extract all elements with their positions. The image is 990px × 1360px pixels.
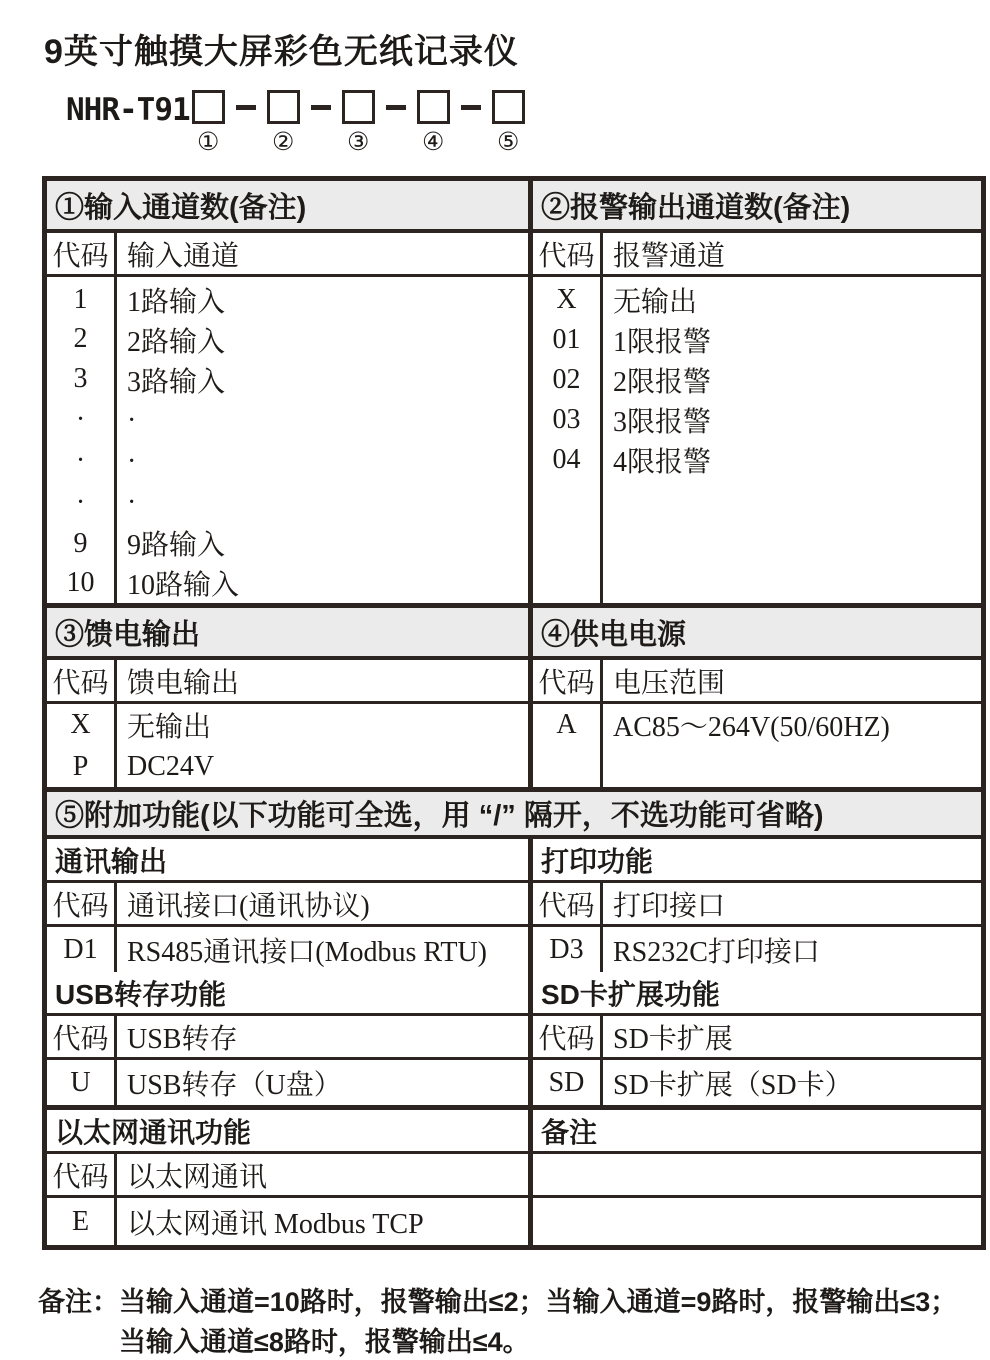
code-header-cell: 代码 [533,660,603,701]
desc-header-cell: SD卡扩展 [613,1023,733,1055]
desc-cell: 10路输入 [127,570,240,601]
subsection-header-row [47,839,981,883]
code-header-cell: 代码 [47,233,117,274]
section-2-title: ②报警输出通道数(备注) [541,191,851,224]
code-cell: · [75,403,86,435]
desc-cell: SD卡扩展（SD卡） [613,1069,853,1101]
section-header-row [47,181,981,233]
code-cell: U [47,1060,117,1105]
column-header-row [47,883,981,927]
position-label-3: ③ [346,129,370,156]
code-cell: · [75,486,86,518]
model-slot-5 [492,90,525,156]
model-dash-icon [386,105,406,110]
section-5-title: ⑤附加功能(以下功能可全选，用 “/” 隔开，不选功能可省略) [55,800,824,832]
code-header-cell: 代码 [47,883,117,924]
column-header-row [47,660,981,704]
remark-empty-cell [533,1198,981,1245]
subsection-header-row [47,1110,981,1154]
desc-header-cell: 电压范围 [613,667,726,699]
code-header-cell: 代码 [47,1016,117,1057]
desc-cell: · [127,486,137,518]
band-power [47,603,981,787]
ethernet-title: 以太网通讯功能 [55,1116,252,1148]
data-row [47,927,981,972]
desc-header-cell: 报警通道 [613,240,726,272]
desc-cell: 4限报警 [613,447,712,478]
desc-cell: 2路输入 [127,327,226,358]
desc-header-cell: 馈电输出 [127,667,240,699]
position-label-1: ① [196,129,220,156]
code-header-cell: 代码 [47,660,117,701]
model-box-3 [342,90,375,124]
page-title: 9英寸触摸大屏彩色无纸记录仪 [44,33,519,71]
code-cell: X [70,709,91,740]
model-slot-3 [342,90,375,156]
code-cell: 10 [66,567,95,599]
desc-cell: RS232C打印接口 [613,936,820,968]
desc-cell: · [127,445,137,477]
model-box-1 [192,90,225,124]
data-area [47,704,981,787]
code-cell: A [556,709,577,740]
position-label-5: ⑤ [496,129,520,156]
remark-empty-cell [533,1154,981,1195]
code-cell: 04 [552,444,581,475]
code-cell: X [556,284,577,315]
code-cell: 03 [552,404,581,435]
code-cell: 9 [73,527,88,559]
band-ethernet-remark [47,1105,981,1245]
code-cell: 01 [552,324,581,355]
model-box-2 [267,90,300,124]
desc-cell: 9路输入 [127,530,226,561]
model-slot-1 [192,90,225,156]
band-comm-print [47,839,981,972]
column-header-row [47,233,981,277]
code-cell: D3 [533,927,603,972]
desc-cell: USB转存（U盘） [127,1069,342,1101]
desc-cell: 以太网通讯 Modbus TCP [127,1208,424,1240]
desc-header-cell: 打印接口 [613,890,726,922]
desc-cell: 1限报警 [613,327,712,358]
data-row [47,1060,981,1105]
desc-header-cell: 以太网通讯 [127,1161,268,1193]
code-header-cell: 代码 [533,233,603,274]
section-4-title: ④供电电源 [541,618,687,651]
desc-cell: 1路输入 [127,287,226,318]
desc-cell: 3限报警 [613,407,712,438]
data-row [47,1198,981,1245]
desc-cell: 2限报警 [613,367,712,398]
subsection-header-row [47,972,981,1016]
model-slot-4 [417,90,450,156]
desc-header-cell: USB转存 [127,1023,238,1055]
comm-title: 通讯输出 [55,845,168,877]
model-dash-icon [236,105,256,110]
band-usb-sd [47,972,981,1105]
model-box-5 [492,90,525,124]
code-header-cell: 代码 [533,883,603,924]
code-cell: SD [533,1060,603,1105]
selection-table [42,176,986,1250]
code-header-cell: 代码 [47,1154,117,1195]
remark-title: 备注 [541,1116,598,1148]
code-cell: E [47,1198,117,1245]
model-code [66,90,525,156]
position-label-2: ② [271,129,295,156]
section-3-title: ③馈电输出 [55,618,201,651]
desc-cell: 3路输入 [127,367,226,398]
desc-cell: AC85～264V(50/60HZ) [613,712,890,743]
footnote-label: 备注： [38,1287,119,1317]
model-prefix: NHR-T91 [66,92,190,128]
model-dash-icon [311,105,331,110]
desc-cell: 无输出 [127,712,212,743]
section-1-title: ①输入通道数(备注) [55,191,307,224]
model-dash-icon [461,105,481,110]
column-header-row [47,1016,981,1060]
desc-cell: DC24V [127,750,215,782]
desc-header-cell: 通讯接口(通讯协议) [127,890,370,922]
code-cell: 3 [73,363,88,395]
desc-cell: · [127,404,137,436]
code-cell: P [72,750,89,782]
code-cell: 2 [73,323,88,355]
model-box-4 [417,90,450,124]
section-5-header [47,787,981,839]
band-input-alarm [47,181,981,603]
data-area [47,277,981,603]
desc-cell: 无输出 [613,287,698,318]
print-title: 打印功能 [541,845,654,877]
desc-header-cell: 输入通道 [127,240,240,272]
section-header-row [47,608,981,660]
position-label-4: ④ [421,129,445,156]
desc-cell: RS485通讯接口(Modbus RTU) [127,936,488,968]
sd-title: SD卡扩展功能 [541,978,720,1010]
footnote-line-1: 当输入通道=10路时，报警输出≤2；当输入通道=9路时，报警输出≤3； [119,1287,958,1317]
code-cell: 02 [552,364,581,395]
code-cell: 1 [73,283,88,315]
footnote [38,1282,957,1360]
footnote-line-2: 当输入通道≤8路时，报警输出≤4。 [119,1327,530,1357]
code-header-cell: 代码 [533,1016,603,1057]
code-cell: · [75,445,86,477]
code-cell: D1 [47,927,117,972]
model-slot-2 [267,90,300,156]
column-header-row [47,1154,981,1198]
usb-title: USB转存功能 [55,978,227,1010]
